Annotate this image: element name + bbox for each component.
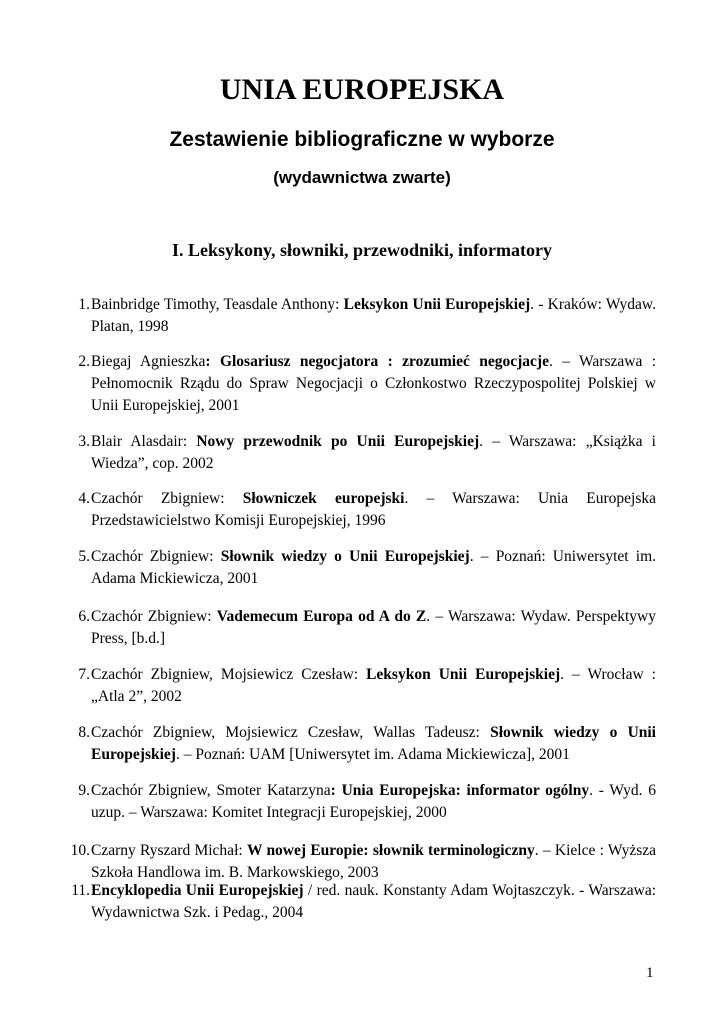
entry-title: Słownik wiedzy o Unii Europejskiej xyxy=(91,724,656,763)
bibliography-entry xyxy=(68,722,656,766)
entry-title: Encyklopedia Unii Europejskiej xyxy=(91,882,304,899)
entry-number: 3. xyxy=(78,433,90,450)
entry-number: 5. xyxy=(78,548,90,565)
entry-author: Czachór Zbigniew: xyxy=(91,608,217,625)
entry-author: Biegaj Agnieszka xyxy=(91,353,206,370)
bibliography-entry xyxy=(68,546,656,590)
entry-publication: . – Wrocław : „Atla 2”, 2002 xyxy=(91,666,656,705)
entry-author: Czachór Zbigniew: xyxy=(91,490,243,507)
entry-publication: . – Warszawa: Wydaw. Perspektywy Press, [b.d.] xyxy=(91,608,656,647)
entry-author: Czachór Zbigniew: xyxy=(91,548,221,565)
entry-number: 11. xyxy=(71,882,90,899)
entry-title: Leksykon Unii Europejskiej xyxy=(366,666,561,683)
entry-number: 8. xyxy=(78,724,90,741)
page-number: 1 xyxy=(646,965,654,981)
entry-publication: . – Warszawa : Pełnomocnik Rządu do Spraw Negocjacji o Członkostwo Rzeczypospolitej Polskiej w Unii Europejskiej, 2001 xyxy=(91,353,657,414)
entry-number: 1. xyxy=(78,296,90,313)
entry-number: 7. xyxy=(78,666,90,683)
document-note: (wydawnictwa zwarte) xyxy=(273,168,451,187)
entry-author: Czachór Zbigniew, Mojsiewicz Czesław, Wallas Tadeusz: xyxy=(91,724,491,741)
entry-number: 2. xyxy=(78,353,90,370)
bibliography-entry xyxy=(68,780,656,824)
entry-title: : Glosariusz negocjatora : zrozumieć negocjacje xyxy=(205,353,549,370)
document-title: UNIA EUROPEJSKA xyxy=(219,73,505,106)
entry-number: 9. xyxy=(78,782,90,799)
entry-title: Nowy przewodnik po Unii Europejskiej xyxy=(196,433,480,450)
bibliography-entry xyxy=(68,880,656,924)
bibliography-entry xyxy=(68,664,656,708)
entry-title: W nowej Europie: słownik terminologiczny xyxy=(246,842,535,859)
entry-number: 10. xyxy=(70,842,90,859)
bibliography-entry xyxy=(68,294,656,338)
entry-publication: . – Warszawa: Unia Europejska Przedstawicielstwo Komisji Europejskiej, 1996 xyxy=(91,490,656,529)
entry-author: Czachór Zbigniew, Smoter Katarzyna xyxy=(91,782,331,799)
entry-title: Leksykon Unii Europejskiej xyxy=(343,296,531,313)
bibliography-entry xyxy=(68,431,656,475)
bibliography-entry xyxy=(68,840,656,884)
entry-title: Słowniczek europejski xyxy=(242,490,405,507)
entry-publication: / red. nauk. Konstanty Adam Wojtaszczyk. - Warszawa: Wydawnictwa Szk. i Pedag., 2004 xyxy=(91,882,656,921)
entry-author: Czarny Ryszard Michał: xyxy=(91,842,247,859)
entry-publication: . – Kielce : Wyższa Szkoła Handlowa im. B. Markowskiego, 2003 xyxy=(91,842,657,881)
entry-publication: . – Poznań: UAM [Uniwersytet im. Adama Mickiewicza], 2001 xyxy=(175,746,570,763)
entry-title: Słownik wiedzy o Unii Europejskiej xyxy=(220,548,470,565)
entry-number: 4. xyxy=(78,490,90,507)
entry-publication: . – Warszawa: „Książka i Wiedza”, cop. 2002 xyxy=(91,433,656,472)
entry-publication: . - Wyd. 6 uzup. – Warszawa: Komitet Integracji Europejskiej, 2000 xyxy=(91,782,656,821)
entry-author: Blair Alasdair: xyxy=(91,433,197,450)
entry-author: Bainbridge Timothy, Teasdale Anthony: xyxy=(91,296,344,313)
document-subtitle: Zestawienie bibliograficzne w wyborze xyxy=(169,128,555,151)
entry-title: : Unia Europejska: informator ogólny xyxy=(330,782,590,799)
bibliography-entry xyxy=(68,488,656,532)
entry-author: Czachór Zbigniew, Mojsiewicz Czesław: xyxy=(91,666,367,683)
entry-publication: . - Kraków: Wydaw. Platan, 1998 xyxy=(91,296,656,335)
entry-publication: . – Poznań: Uniwersytet im. Adama Mickiewicza, 2001 xyxy=(91,548,656,587)
entry-number: 6. xyxy=(78,608,90,625)
section-heading: I. Leksykony, słowniki, przewodniki, informatory xyxy=(171,240,553,260)
entry-title: Vademecum Europa od A do Z xyxy=(216,608,427,625)
bibliography-entry xyxy=(68,351,656,417)
bibliography-entry xyxy=(68,606,656,650)
